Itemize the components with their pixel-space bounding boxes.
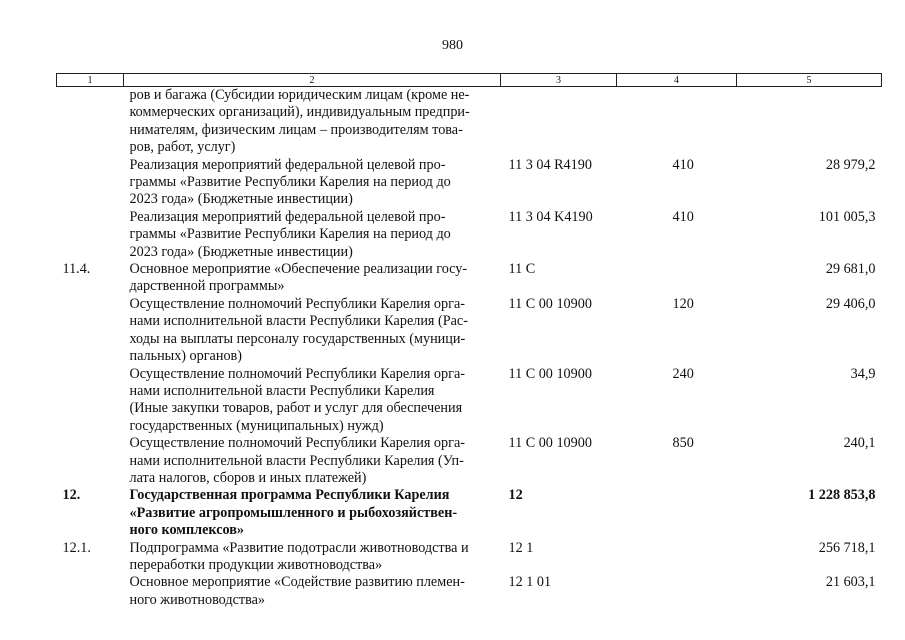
- row-name: Реализация мероприятий федеральной целевой про- граммы «Развитие Республики Карелия на период до 2023 года» (Бюджетные инвестиции): [129, 156, 451, 208]
- row-number: 12.: [62, 487, 81, 504]
- row-name: Подпрограмма «Развитие подотрасли животноводства и переработки продукции животноводства»: [129, 539, 469, 573]
- row-expense-type: [617, 487, 737, 539]
- row-expense-type: [617, 87, 737, 157]
- row-code: 11 3 04 R4190: [508, 156, 592, 173]
- row-name: Реализация мероприятий федеральной целевой про- граммы «Развитие Республики Карелия на период до 2023 года» (Бюджетные инвестиции): [129, 208, 451, 260]
- row-code: 11 С 00 10900: [508, 435, 592, 452]
- table-row: [57, 209, 882, 261]
- row-code: 11 С: [508, 261, 536, 278]
- table-row: [57, 87, 882, 157]
- row-expense-type: 850: [672, 435, 694, 452]
- header-col-3: 3: [501, 74, 617, 87]
- row-number: [57, 296, 124, 366]
- row-number: [57, 435, 124, 487]
- table-row: [57, 261, 882, 296]
- row-name: Осуществление полномочий Республики Карелия орга- нами исполнительной власти Республики Карелия (Иные закупки товаров, работ и услуг для обеспечения государственных (муниципальных) нужд): [129, 365, 465, 434]
- table-row: [57, 487, 882, 539]
- row-number: 12.1.: [62, 539, 91, 556]
- table-row: [57, 540, 882, 575]
- row-expense-type: [617, 540, 737, 575]
- row-expense-type: 240: [672, 365, 694, 382]
- row-expense-type: [617, 261, 737, 296]
- row-amount: [737, 87, 882, 157]
- row-code: 12: [508, 487, 523, 504]
- table-header: [57, 74, 882, 87]
- row-code: [501, 87, 617, 157]
- table-row: [57, 574, 882, 609]
- row-amount: 29 681,0: [825, 261, 876, 278]
- table-row: [57, 435, 882, 487]
- row-amount: 21 603,1: [825, 574, 876, 591]
- row-amount: 29 406,0: [825, 295, 876, 312]
- row-code: 12 1 01: [508, 574, 552, 591]
- table-row: [57, 366, 882, 436]
- row-amount: 101 005,3: [818, 208, 876, 225]
- row-number: [57, 574, 124, 609]
- row-amount: 256 718,1: [818, 539, 876, 556]
- header-col-5: 5: [737, 74, 882, 87]
- row-expense-type: [617, 574, 737, 609]
- row-number: [57, 87, 124, 157]
- row-code: 11 С 00 10900: [508, 295, 592, 312]
- page-number: 980: [442, 38, 463, 53]
- row-amount: 1 228 853,8: [808, 487, 876, 504]
- table-row: [57, 296, 882, 366]
- header-col-1: 1: [57, 74, 124, 87]
- row-amount: 34,9: [850, 365, 876, 382]
- table-body: [57, 87, 882, 610]
- row-name: Основное мероприятие «Обеспечение реализации госу- дарственной программы»: [129, 261, 468, 295]
- row-expense-type: 410: [672, 156, 694, 173]
- row-amount: 28 979,2: [825, 156, 876, 173]
- table-row: [57, 157, 882, 209]
- row-expense-type: 410: [672, 208, 694, 225]
- row-name: Государственная программа Республики Карелия «Развитие агропромышленного и рыбохозяйствен- ного комплексов»: [129, 487, 458, 539]
- row-amount: 240,1: [843, 435, 876, 452]
- header-col-2: 2: [124, 74, 501, 87]
- row-name: ров и багажа (Субсидии юридическим лицам (кроме не- коммерческих организаций), индивидуальным предпри- нимателям, физическим лицам – производителям това- ров, работ, услуг): [129, 87, 470, 156]
- header-col-4: 4: [617, 74, 737, 87]
- row-code: 11 С 00 10900: [508, 365, 592, 382]
- budget-table: [56, 73, 882, 609]
- row-number: [57, 209, 124, 261]
- row-number: 11.4.: [62, 261, 91, 278]
- row-name: Осуществление полномочий Республики Карелия орга- нами исполнительной власти Республики Карелия (Уп- лата налогов, сборов и иных платежей): [129, 435, 465, 486]
- row-number: [57, 157, 124, 209]
- row-code: 12 1: [508, 539, 534, 556]
- row-name: Основное мероприятие «Содействие развитию племен- ного животноводства»: [129, 574, 465, 608]
- row-code: 11 3 04 K4190: [508, 208, 593, 225]
- row-expense-type: 120: [672, 295, 694, 312]
- row-number: [57, 366, 124, 436]
- row-name: Осуществление полномочий Республики Карелия орга- нами исполнительной власти Республики Карелия (Рас- ходы на выплаты персоналу государственных (муници- пальных) органов): [129, 295, 468, 365]
